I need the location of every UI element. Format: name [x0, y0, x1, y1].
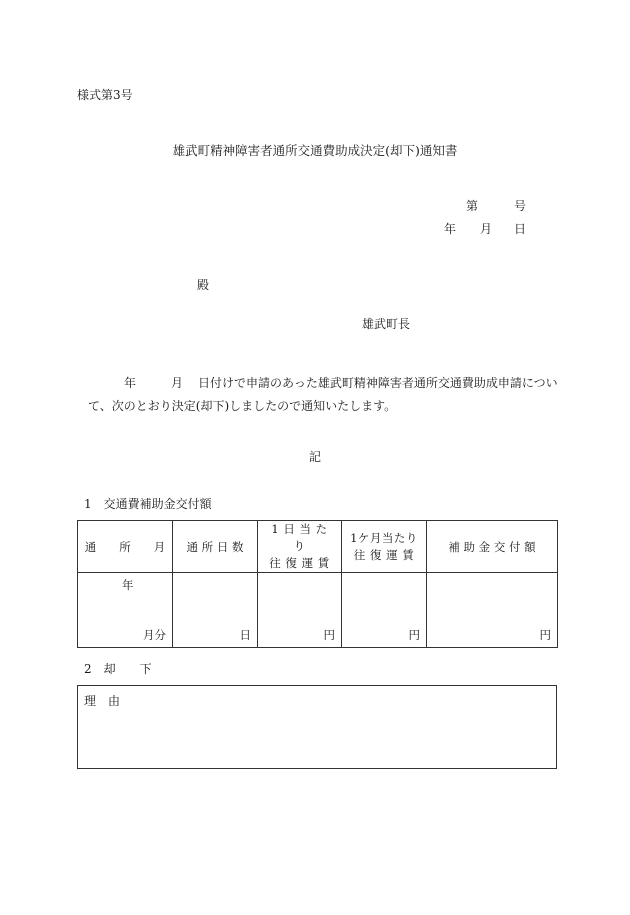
cell-year-label: 年 — [122, 578, 134, 592]
cell-monthly-fare[interactable] — [342, 573, 427, 648]
header-commute-month: 通 所 月 — [78, 521, 173, 573]
header-monthly-fare-line2: 往 復 運 賃 — [353, 547, 415, 562]
issuer-name: 雄武町長 — [362, 317, 411, 331]
header-monthly-fare — [342, 521, 427, 573]
header-commute-days: 通 所 日 数 — [173, 521, 258, 573]
doc-number-go: 号 — [514, 199, 527, 213]
body-line-1 — [124, 374, 558, 391]
table-row — [78, 573, 558, 648]
cell-daily-yen: 円 — [323, 628, 335, 642]
cell-subsidy-amount[interactable] — [427, 573, 558, 648]
ki-heading: 記 — [308, 450, 321, 464]
body-line-2: て、次のとおり決定(却下)しましたので通知いたします。 — [88, 399, 397, 413]
date-year-label: 年 — [444, 222, 457, 236]
date-month-label: 月 — [480, 222, 493, 236]
header-daily-fare-line1: 1 日 当 た り — [271, 522, 328, 553]
document-title: 雄武町精神障害者通所交通費助成決定(却下)通知書 — [172, 143, 458, 158]
cell-monthly-yen: 円 — [408, 628, 420, 642]
header-monthly-fare-line1: 1ケ月当たり — [350, 530, 418, 545]
cell-month-unit: 月分 — [143, 628, 166, 642]
cell-subsidy-yen: 円 — [539, 628, 551, 642]
header-daily-fare-line2: 往 復 運 賃 — [269, 556, 330, 570]
body-month-label: 月 — [171, 376, 184, 390]
cell-commute-month[interactable] — [78, 573, 173, 648]
date-day-label: 日 — [514, 222, 527, 236]
form-number: 様式第3号 — [77, 88, 133, 102]
header-daily-fare — [258, 521, 342, 573]
table-header-row — [78, 521, 558, 573]
reason-box[interactable] — [77, 685, 557, 769]
subsidy-table — [77, 520, 558, 648]
body-line-1-text: 日付けで申請のあった雄武町精神障害者通所交通費助成申請につい — [198, 376, 558, 390]
addressee-honorific: 殿 — [197, 278, 210, 292]
doc-number-dai: 第 — [466, 199, 479, 213]
cell-days-unit: 日 — [239, 628, 251, 642]
cell-commute-days[interactable] — [173, 573, 258, 648]
header-subsidy-amount: 補 助 金 交 付 額 — [427, 521, 558, 573]
cell-daily-fare[interactable] — [258, 573, 342, 648]
body-year-label: 年 — [124, 376, 137, 390]
reason-label: 理 由 — [84, 694, 121, 708]
section-1-title: 1 交通費補助金交付額 — [84, 497, 212, 511]
section-2-title: 2 却 下 — [84, 662, 152, 676]
